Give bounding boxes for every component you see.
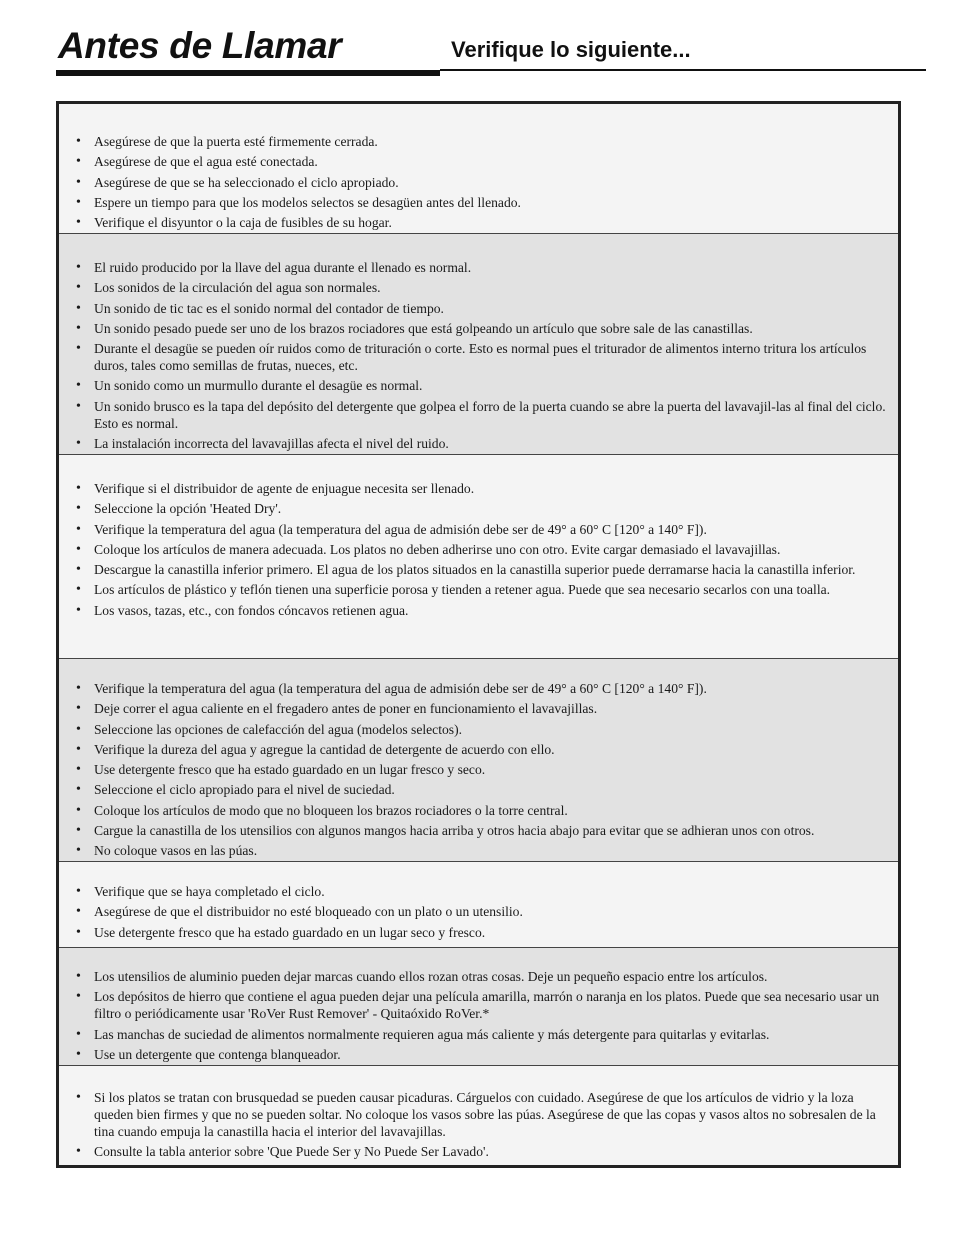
section-no-funciona	[59, 104, 898, 234]
section-manchas	[59, 948, 898, 1066]
list-item: • Seleccione la opción 'Heated Dry'.	[76, 500, 888, 517]
list-item: • Verifique que se haya completado el ciclo.	[76, 883, 888, 900]
page-header	[0, 0, 954, 80]
list-item: • Asegúrese de que el distribuidor no esté bloqueado con un plato o un utensilio.	[76, 903, 888, 920]
list-item: • Los sonidos de la circulación del agua son normales.	[76, 279, 888, 296]
list-item: • Los artículos de plástico y teflón tienen una superficie porosa y tienden a retener agua. Puede que sea necesario secarlos con una toalla.	[76, 581, 888, 598]
list-item: • Cargue la canastilla de los utensilios con algunos mangos hacia arriba y otros hacia abajo para evitar que se adhieran unos con otros.	[76, 822, 888, 839]
bullet-list	[76, 883, 888, 941]
title-underline	[56, 70, 440, 76]
list-item: • Un sonido como un murmullo durante el desagüe es normal.	[76, 377, 888, 394]
list-item: • El ruido producido por la llave del agua durante el llenado es normal.	[76, 259, 888, 276]
bullet-list	[76, 968, 888, 1063]
page-title: Antes de Llamar	[58, 25, 342, 66]
list-item: • Deje correr el agua caliente en el fregadero antes de poner en funcionamiento el lavavajillas.	[76, 700, 888, 717]
bullet-list	[76, 259, 888, 452]
list-item: • Verifique el disyuntor o la caja de fusibles de su hogar.	[76, 214, 888, 231]
list-item: • Un sonido brusco es la tapa del depósito del detergente que golpea el forro de la puerta cuando se abre la puerta del lavavajil-las al final del ciclo. Esto es normal.	[76, 398, 888, 432]
list-item: • Espere un tiempo para que los modelos selectos se desagüen antes del llenado.	[76, 194, 888, 211]
list-item: • Use detergente fresco que ha estado guardado en un lugar seco y fresco.	[76, 924, 888, 941]
section-secado	[59, 455, 898, 659]
list-item: • Asegúrese de que se ha seleccionado el ciclo apropiado.	[76, 174, 888, 191]
list-item: • Use detergente fresco que ha estado guardado en un lugar fresco y seco.	[76, 761, 888, 778]
checklist-table	[56, 101, 901, 1168]
bullet-list	[76, 680, 888, 859]
list-item: • Un sonido de tic tac es el sonido normal del contador de tiempo.	[76, 300, 888, 317]
list-item: • Consulte la tabla anterior sobre 'Que Puede Ser y No Puede Ser Lavado'.	[76, 1143, 888, 1160]
list-item: • Si los platos se tratan con brusquedad se pueden causar picaduras. Cárguelos con cuidado. Asegúrese de que los artículos de vidrio y la loza queden bien firmes y que no se pueden soltar. No coloque los vasos sobre las púas. Asegúrese de que las copas y vasos altos no sobresalen de la tina cuando empuja la canastilla hacia el interior del lavavajillas.	[76, 1089, 888, 1140]
list-item: • Coloque los artículos de modo que no bloqueen los brazos rociadores o la torre central.	[76, 802, 888, 819]
section-picaduras	[59, 1066, 898, 1165]
header-rule	[440, 69, 926, 71]
list-item: • Los vasos, tazas, etc., con fondos cóncavos retienen agua.	[76, 602, 888, 619]
list-item: • Verifique la temperatura del agua (la temperatura del agua de admisión debe ser de 49° a 60° C [120° a 140° F]).	[76, 521, 888, 538]
section-lavado	[59, 659, 898, 862]
section-ruido	[59, 234, 898, 455]
list-item: • Durante el desagüe se pueden oír ruidos como de trituración o corte. Esto es normal pues el triturador de alimentos interno tritura los artículos duros, tales como semillas de frutas, nueces, etc.	[76, 340, 888, 374]
list-item: • Verifique la dureza del agua y agregue la cantidad de detergente de acuerdo con ello.	[76, 741, 888, 758]
list-item: • Asegúrese de que el agua esté conectada.	[76, 153, 888, 170]
list-item: • Seleccione las opciones de calefacción del agua (modelos selectos).	[76, 721, 888, 738]
list-item: • Los utensilios de aluminio pueden dejar marcas cuando ellos rozan otras cosas. Deje un pequeño espacio entre los artículos.	[76, 968, 888, 985]
list-item: • La instalación incorrecta del lavavajillas afecta el nivel del ruido.	[76, 435, 888, 452]
list-item: • Seleccione el ciclo apropiado para el nivel de suciedad.	[76, 781, 888, 798]
list-item: • Verifique si el distribuidor de agente de enjuague necesita ser llenado.	[76, 480, 888, 497]
list-item: • Coloque los artículos de manera adecuada. Los platos no deben adherirse uno con otro. Evite cargar demasiado el lavavajillas.	[76, 541, 888, 558]
section-detergente	[59, 862, 898, 948]
bullet-list	[76, 133, 888, 231]
list-item: • Use un detergente que contenga blanqueador.	[76, 1046, 888, 1063]
bullet-list	[76, 480, 888, 619]
list-item: • Asegúrese de que la puerta esté firmemente cerrada.	[76, 133, 888, 150]
list-item: • Verifique la temperatura del agua (la temperatura del agua de admisión debe ser de 49° a 60° C [120° a 140° F]).	[76, 680, 888, 697]
bullet-list	[76, 1089, 888, 1160]
page-subtitle: Verifique lo siguiente...	[451, 37, 691, 62]
list-item: • Los depósitos de hierro que contiene el agua pueden dejar una película amarilla, marrón o naranja en los platos. Puede que sea necesario usar un filtro o periódicamente usar 'RoVer Rust Remover' - Quitaóxido RoVer.*	[76, 988, 888, 1022]
list-item: • No coloque vasos en las púas.	[76, 842, 888, 859]
list-item: • Descargue la canastilla inferior primero. El agua de los platos situados en la canastilla superior puede derramarse hacia la canastilla inferior.	[76, 561, 888, 578]
list-item: • Un sonido pesado puede ser uno de los brazos rociadores que está golpeando un artículo que sobre sale de las canastillas.	[76, 320, 888, 337]
list-item: • Las manchas de suciedad de alimentos normalmente requieren agua más caliente y más detergente para quitarlas y evitarlas.	[76, 1026, 888, 1043]
